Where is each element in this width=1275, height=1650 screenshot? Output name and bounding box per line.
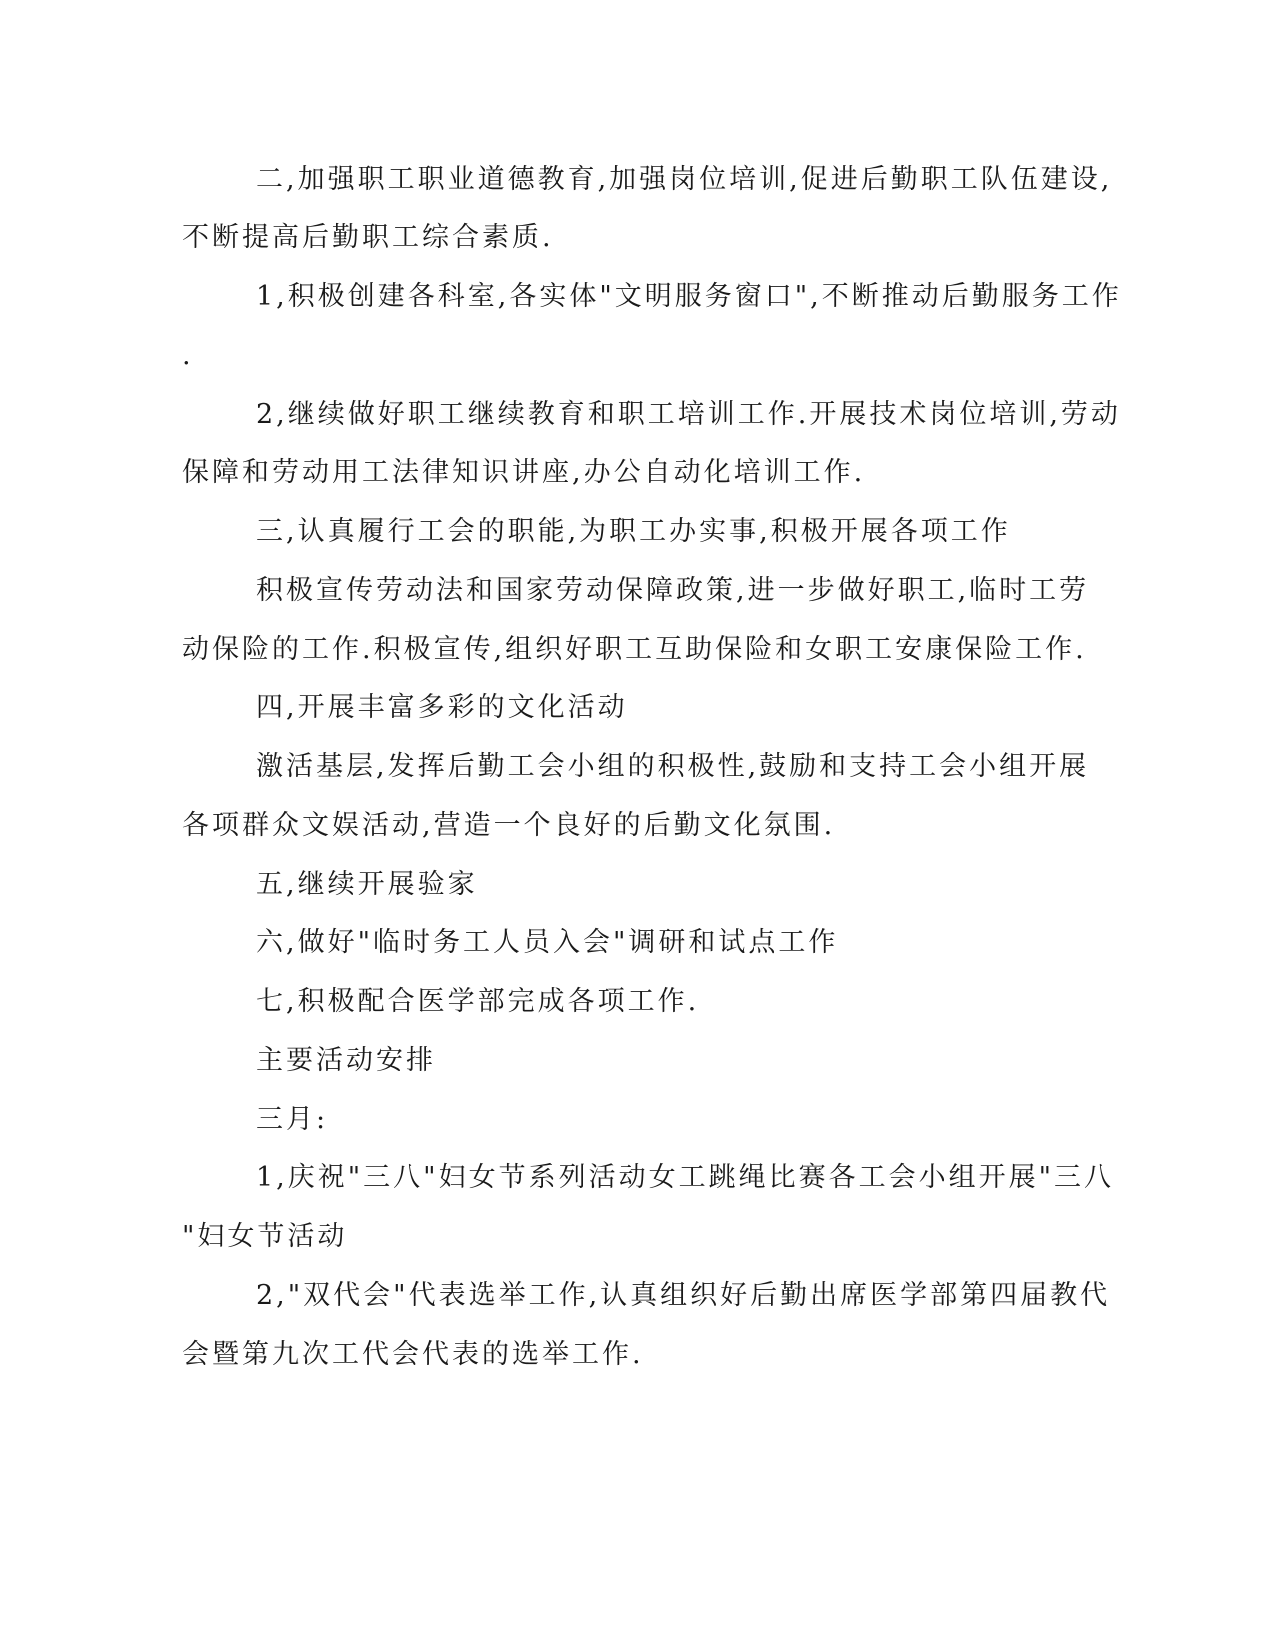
text-line: 各项群众文娱活动,营造一个良好的后勤文化氛围. (182, 810, 836, 841)
text-line: 五,继续开展验家 (256, 869, 478, 900)
text-line: 三月: (256, 1104, 329, 1135)
text-line: 保障和劳动用工法律知识讲座,办公自动化培训工作. (182, 457, 866, 488)
text-line: 1,积极创建各科室,各实体"文明服务窗口",不断推动后勤服务工作 (256, 281, 1122, 312)
text-line: 动保险的工作.积极宣传,组织好职工互助保险和女职工安康保险工作. (182, 634, 1087, 665)
text-line: 二,加强职工职业道德教育,加强岗位培训,促进后勤职工队伍建设, (256, 164, 1113, 195)
text-line: 2,"双代会"代表选举工作,认真组织好后勤出席医学部第四届教代 (256, 1280, 1111, 1311)
text-line: 四,开展丰富多彩的文化活动 (256, 692, 628, 723)
text-line: . (182, 340, 194, 371)
text-line: 三,认真履行工会的职能,为职工办实事,积极开展各项工作 (256, 516, 1011, 547)
text-line: 六,做好"临时务工人员入会"调研和试点工作 (256, 927, 839, 958)
text-line: 会暨第九次工代会代表的选举工作. (182, 1339, 644, 1370)
text-line: 2,继续做好职工继续教育和职工培训工作.开展技术岗位培训,劳动 (256, 399, 1121, 430)
text-line: 积极宣传劳动法和国家劳动保障政策,进一步做好职工,临时工劳 (256, 575, 1090, 606)
text-line: 七,积极配合医学部完成各项工作. (256, 986, 700, 1017)
text-line: 激活基层,发挥后勤工会小组的积极性,鼓励和支持工会小组开展 (256, 751, 1090, 782)
text-line: "妇女节活动 (182, 1221, 348, 1252)
text-line: 1,庆祝"三八"妇女节系列活动女工跳绳比赛各工会小组开展"三八 (256, 1162, 1115, 1193)
text-line: 不断提高后勤职工综合素质. (182, 222, 554, 253)
text-line: 主要活动安排 (256, 1045, 436, 1076)
